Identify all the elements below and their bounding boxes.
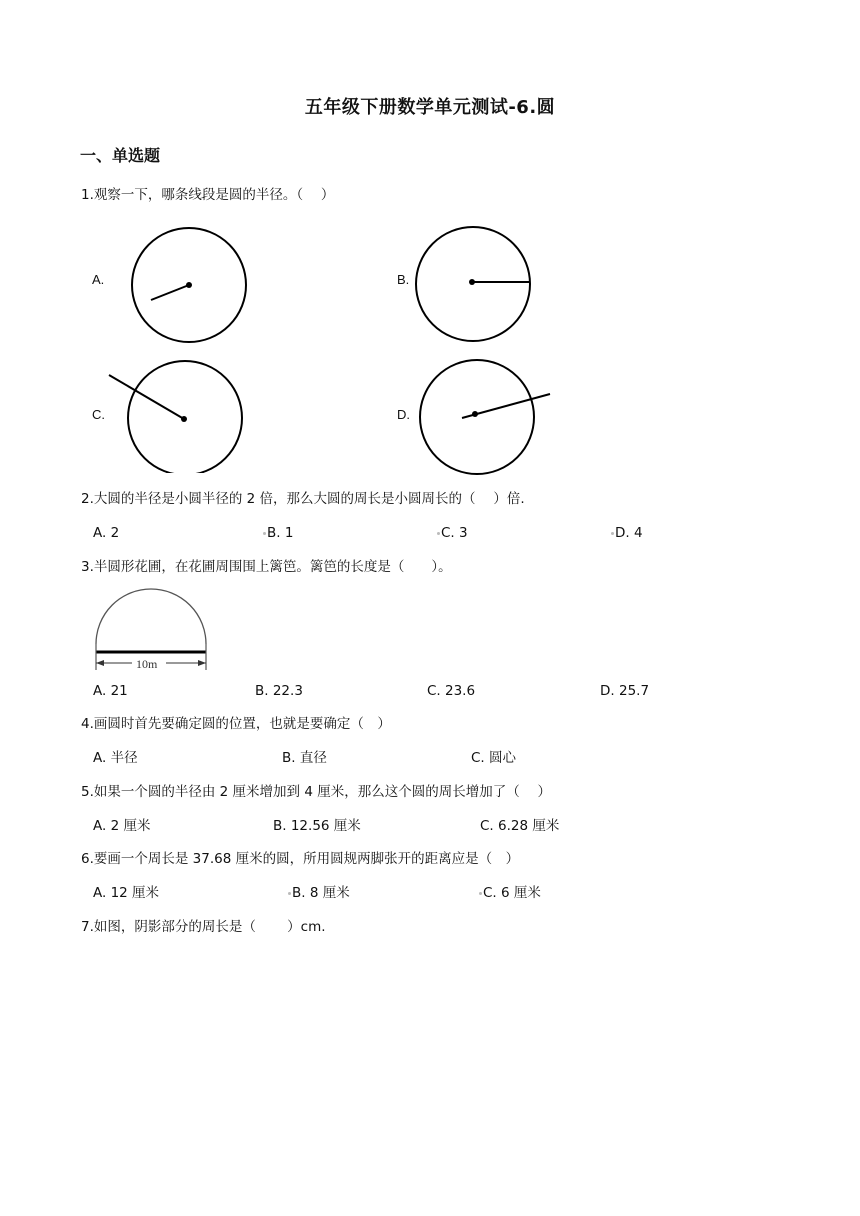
circle-figure-a	[130, 226, 248, 344]
q4-option-c[interactable]: C. 圆心	[471, 750, 517, 766]
figure-label-c: C.	[92, 407, 105, 422]
q5-option-b[interactable]: B. 12.56 厘米	[273, 818, 361, 834]
page-title: 五年级下册数学单元测试-6.圆	[304, 97, 556, 118]
option-marker	[611, 532, 614, 535]
section-heading: 一、单选题	[80, 146, 161, 165]
semicircle-garden-figure	[90, 588, 212, 674]
question-5-text: 5.如果一个圆的半径由 2 厘米增加到 4 厘米，那么这个圆的周长增加了（ ）	[81, 784, 552, 800]
question-1-text: 1.观察一下，哪条线段是圆的半径。（ ）	[81, 187, 335, 203]
option-marker	[437, 532, 440, 535]
question-7-text: 7.如图，阴影部分的周长是（ ）cm.	[81, 919, 326, 935]
circle-figure-d	[418, 358, 553, 476]
option-marker	[479, 892, 482, 895]
figure-label-a: A.	[92, 272, 105, 287]
question-3-text: 3.半圆形花圃，在花圃周围围上篱笆。篱笆的长度是（ ）。	[81, 559, 452, 575]
q2-option-d[interactable]: D. 4	[615, 525, 643, 541]
question-2-text: 2.大圆的半径是小圆半径的 2 倍，那么大圆的周长是小圆周长的（ ）倍.	[81, 491, 525, 507]
option-marker	[288, 892, 291, 895]
q5-option-c[interactable]: C. 6.28 厘米	[480, 818, 560, 834]
q3-option-c[interactable]: C. 23.6	[427, 683, 476, 699]
q3-option-d[interactable]: D. 25.7	[600, 683, 650, 699]
figure-label-b: B.	[397, 272, 410, 287]
question-4-text: 4.画圆时首先要确定圆的位置，也就是要确定（ ）	[81, 716, 391, 732]
q4-option-b[interactable]: B. 直径	[282, 750, 327, 766]
semicircle-diameter-label: 10m	[136, 657, 158, 671]
q6-option-a[interactable]: A. 12 厘米	[93, 885, 160, 901]
q3-option-a[interactable]: A. 21	[93, 683, 128, 699]
q6-option-b[interactable]: B. 8 厘米	[292, 885, 350, 901]
q4-option-a[interactable]: A. 半径	[93, 750, 138, 766]
question-6-text: 6.要画一个周长是 37.68 厘米的圆，所用圆规两脚张开的距离应是（ ）	[81, 851, 520, 867]
q6-option-c[interactable]: C. 6 厘米	[483, 885, 541, 901]
q5-option-a[interactable]: A. 2 厘米	[93, 818, 151, 834]
q2-option-a[interactable]: A. 2	[93, 525, 120, 541]
option-marker	[263, 532, 266, 535]
figure-label-d: D.	[397, 407, 410, 422]
circle-figure-b	[414, 225, 532, 343]
circle-figure-c	[105, 360, 255, 474]
q3-option-b[interactable]: B. 22.3	[255, 683, 303, 699]
q2-option-b[interactable]: B. 1	[267, 525, 294, 541]
q2-option-c[interactable]: C. 3	[441, 525, 468, 541]
